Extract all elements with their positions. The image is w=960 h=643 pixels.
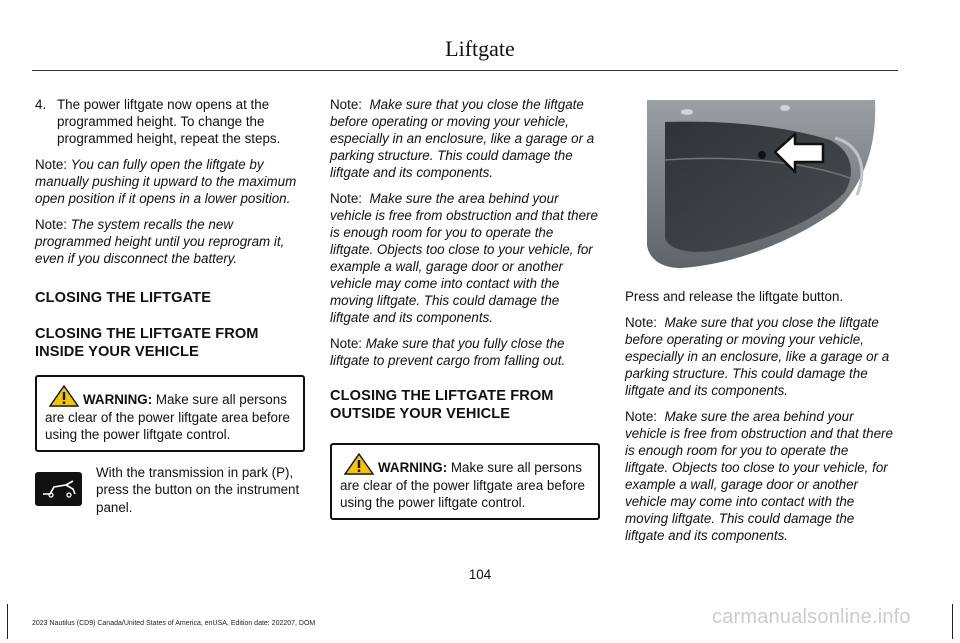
section-heading-inside: CLOSING THE LIFTGATE FROM INSIDE YOUR VEHICLE	[35, 326, 259, 360]
page-number: 104	[468, 567, 492, 582]
crop-mark-right	[941, 604, 953, 639]
liftgate-button-instruction	[35, 464, 305, 517]
press-release-instruction: Press and release the liftgate button.	[625, 289, 844, 304]
note-manual-open: Note: You can fully open the liftgate by manually pushing it upward to the maximum open position if it opens in a lower position.	[35, 157, 297, 206]
header-divider	[32, 70, 898, 71]
watermark: carmanualsonline.info	[712, 606, 911, 628]
column-3	[625, 96, 895, 553]
button-instruction-text: With the transmission in park (P), press the button on the instrument panel.	[96, 464, 300, 515]
warning-triangle-icon	[344, 453, 374, 475]
note-recall-height: Note: The system recalls the new programmed height until you reprogram it, even if you disconnect the battery.	[35, 217, 285, 266]
edition-info: 2023 Nautilus (CD9) Canada/United States of America, enUSA, Edition date: 202207, DOM	[32, 620, 316, 627]
warning-box: WARNING: Make sure all persons are clear of the power liftgate area before using the power liftgate control.	[330, 443, 600, 520]
note-close-before-moving: Note: Make sure that you close the liftgate before operating or moving your vehicle, especially in an enclosure, like a garage or a parking structure. This could damage the liftgate and its components.	[625, 315, 890, 398]
note-close-before-moving: Note: Make sure that you close the liftgate before operating or moving your vehicle, especially in an enclosure, like a garage or a parking structure. This could damage the liftgate and its components.	[330, 97, 595, 180]
step-text: The power liftgate now opens at the programmed height. To change the programmed height, repeat the steps.	[57, 97, 281, 146]
warning-box: WARNING: Make sure all persons are clear of the power liftgate area before using the power liftgate control.	[35, 375, 305, 452]
column-2	[330, 96, 600, 532]
page-title: Liftgate	[445, 36, 515, 61]
liftgate-photo	[625, 100, 895, 270]
crop-mark-left	[7, 604, 19, 639]
note-area-clear: Note: Make sure the area behind your vehicle is free from obstruction and that there is enough room for you to operate the liftgate. Objects too close to your vehicle, for example a wall, garage door or another vehicle may come into contact with the moving liftgate. This could damage the liftgate and its components.	[330, 191, 598, 325]
section-heading-outside: CLOSING THE LIFTGATE FROM OUTSIDE YOUR VEHICLE	[330, 388, 554, 422]
liftgate-illustration	[625, 100, 895, 270]
section-heading-closing: CLOSING THE LIFTGATE	[35, 290, 212, 306]
column-1	[35, 96, 305, 516]
warning-triangle-icon	[49, 385, 79, 407]
note-fully-close: Note: Make sure that you fully close the liftgate to prevent cargo from falling out.	[330, 336, 566, 368]
list-item	[35, 96, 305, 147]
step-number: 4.	[35, 97, 47, 112]
liftgate-button-icon	[35, 472, 82, 506]
note-area-clear: Note: Make sure the area behind your vehicle is free from obstruction and that there is enough room for you to operate the liftgate. Objects too close to your vehicle, for example a wall, garage door or another vehicle may come into contact with the moving liftgate. This could damage the liftgate and its components.	[625, 409, 893, 543]
